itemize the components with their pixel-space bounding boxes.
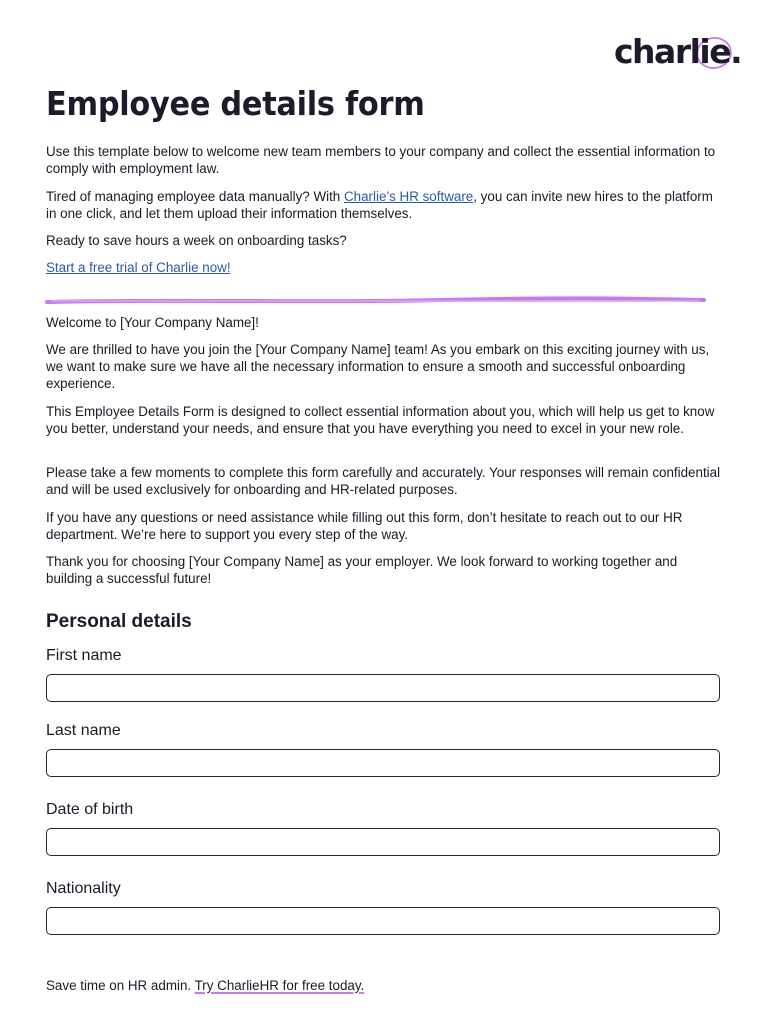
welcome-paragraph-3: Please take a few moments to complete this form carefully and accurately. Your responses will remain confidential and will be used exclusively for onboarding and HR-related purposes. <box>46 465 721 497</box>
intro-question: Ready to save hours a week on onboarding tasks? <box>46 233 347 248</box>
date-of-birth-input[interactable] <box>46 828 720 856</box>
free-trial-paragraph <box>46 259 726 276</box>
free-trial-link[interactable]: Start a free trial of Charlie now! <box>46 260 231 275</box>
intro-paragraph: Use this template below to welcome new team members to your company and collect the essential information to comply with employment law. <box>46 144 716 176</box>
date-of-birth-label: Date of birth <box>46 801 134 818</box>
first-name-input[interactable] <box>46 674 720 702</box>
welcome-greeting: Welcome to [Your Company Name]! <box>46 315 259 330</box>
intro-text-after: , you can invite new hires to the platform in one click, and let them upload their information themselves. <box>46 189 713 221</box>
welcome-paragraph-2: This Employee Details Form is designed to collect essential information about you, which will help us get to know you better, understand your needs, and ensure that you have everything you need to excel in your new role. <box>46 404 715 436</box>
intro-text-before: Tired of managing employee data manually? With <box>46 189 344 204</box>
nationality-label: Nationality <box>46 880 121 897</box>
last-name-input[interactable] <box>46 749 720 777</box>
nationality-input[interactable] <box>46 907 720 935</box>
intro-hr-software-paragraph <box>46 188 726 222</box>
first-name-label: First name <box>46 647 122 664</box>
welcome-paragraph-4: If you have any questions or need assistance while filling out this form, don’t hesitate to reach out to our HR department. We’re here to support you every step of the way. <box>46 510 683 542</box>
charlie-logo <box>612 30 742 76</box>
page-title: Employee details form <box>46 84 425 123</box>
footer-text: Save time on HR admin. <box>46 978 195 993</box>
last-name-label: Last name <box>46 722 121 739</box>
footer-cta <box>46 978 364 993</box>
footer-try-link[interactable]: Try CharlieHR for free today. <box>194 978 365 993</box>
personal-details-heading: Personal details <box>46 611 192 632</box>
highlighter-divider <box>44 295 708 307</box>
hr-software-link[interactable]: Charlie’s HR software <box>343 189 474 204</box>
welcome-paragraph-5: Thank you for choosing [Your Company Name] as your employer. We look forward to working together and building a successful future! <box>46 554 678 586</box>
welcome-paragraph-1: We are thrilled to have you join the [Your Company Name] team! As you embark on this exciting journey with us, we want to make sure we have all the necessary information to ensure a smooth and successful onboarding experience. <box>46 342 710 391</box>
logo-wordmark: charlie. <box>614 32 742 71</box>
